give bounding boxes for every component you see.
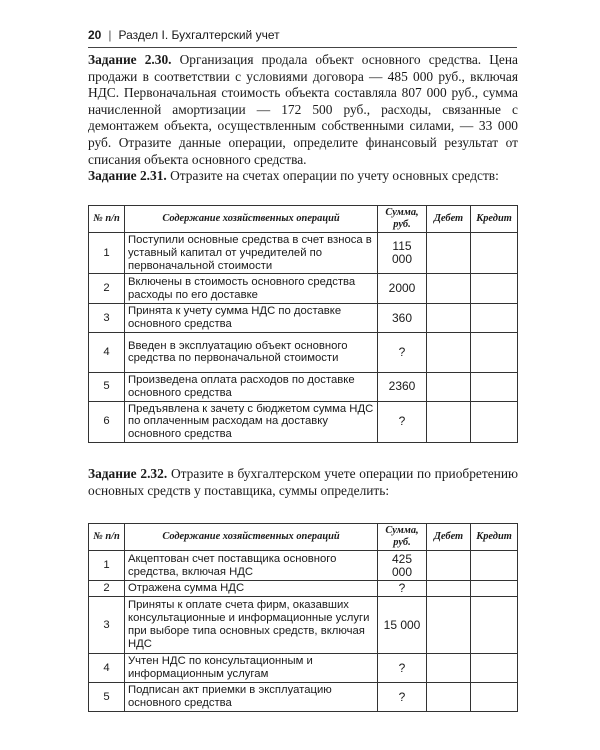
header-content: Содержание хозяйственных операций [125,524,378,551]
table-header-row [89,524,518,551]
task-2-31-label: Задание 2.31. [88,168,167,183]
header-debit: Дебет [427,524,471,551]
header-sum: Сумма, руб. [378,206,427,233]
table-row [89,597,518,654]
header-num: № п/п [89,524,125,551]
row-debit [427,654,471,683]
row-num: 1 [89,551,125,581]
table-row [89,372,518,401]
row-num: 6 [89,401,125,442]
row-credit [471,654,518,683]
table-row [89,233,518,274]
row-debit [427,332,471,372]
row-num: 3 [89,597,125,654]
row-desc: Введен в эксплуатацию объект основного средства по первоначальной стоимости [125,332,378,372]
row-desc: Предъявлена к зачету с бюджетом сумма НДС по оплаченным расходам на доставку основного средства [125,401,378,442]
table-row [89,401,518,442]
header-rule [88,47,517,48]
task-2-31-text: Отразите на счетах операции по учету основных средств: [170,168,499,183]
row-num: 2 [89,581,125,597]
header-num: № п/п [89,206,125,233]
row-debit [427,274,471,304]
row-sum: ? [378,683,427,712]
row-num: 5 [89,683,125,712]
row-debit [427,597,471,654]
row-credit [471,551,518,581]
row-desc: Поступили основные средства в счет взноса в уставный капитал от учредителей по первоначальной стоимости [125,233,378,274]
row-debit [427,401,471,442]
row-credit [471,233,518,274]
table-row [89,654,518,683]
operations-table-2 [88,523,518,712]
table-row [89,551,518,581]
row-num: 4 [89,654,125,683]
row-credit [471,274,518,304]
row-sum: ? [378,401,427,442]
table-header-row [89,206,518,233]
header-separator: | [108,28,112,42]
header-credit: Кредит [471,206,518,233]
row-sum: ? [378,332,427,372]
row-credit [471,401,518,442]
row-desc: Произведена оплата расходов по доставке основного средства [125,372,378,401]
row-sum: 2360 [378,372,427,401]
row-credit [471,597,518,654]
row-desc: Включены в стоимость основного средства расходы по его доставке [125,274,378,304]
row-credit [471,372,518,401]
row-sum: ? [378,581,427,597]
row-debit [427,304,471,333]
task-2-30 [88,52,518,168]
task-2-31 [88,168,518,185]
row-credit [471,581,518,597]
row-sum: ? [378,654,427,683]
task-2-32-text: Отразите в бухгалтерском учете операции по приобретению основных средств у поставщика, суммы определить: [88,466,518,498]
row-debit [427,372,471,401]
row-debit [427,551,471,581]
row-desc: Приняты к оплате счета фирм, оказавших консультационные и информационные услуги при выборе типа основных средств, включая НДС [125,597,378,654]
section-title: Раздел I. Бухгалтерский учет [118,28,280,42]
task-2-32-label: Задание 2.32. [88,466,168,481]
row-sum: 2000 [378,274,427,304]
row-credit [471,332,518,372]
page-number: 20 [88,28,102,42]
row-sum: 115 000 [378,233,427,274]
task-2-32 [88,466,518,499]
row-num: 1 [89,233,125,274]
table-row [89,332,518,372]
row-num: 3 [89,304,125,333]
task-2-30-label: Задание 2.30. [88,52,172,67]
header-content: Содержание хозяйственных операций [125,206,378,233]
row-desc: Отражена сумма НДС [125,581,378,597]
row-num: 4 [89,332,125,372]
operations-table-1 [88,205,518,443]
running-header [88,28,528,46]
row-desc: Акцептован счет поставщика основного средства, включая НДС [125,551,378,581]
row-num: 5 [89,372,125,401]
header-credit: Кредит [471,524,518,551]
task-2-30-text: Организация продала объект основного средства. Цена продажи в соответствии с условиями договора — 485 000 руб., включая НДС. Первоначальная стоимость объекта составляла 807 000 руб., сумма начисленной амортизации — 172 500 руб., расходы, связанные с демонтажем объекта, осуществленным собственными силами, — 33 000 руб. Отразите данные операции, определите финансовый результат от списания объекта основного средства. [88,52,518,167]
header-sum: Сумма, руб. [378,524,427,551]
table-row [89,304,518,333]
row-num: 2 [89,274,125,304]
row-sum: 360 [378,304,427,333]
row-desc: Подписан акт приемки в эксплуатацию основного средства [125,683,378,712]
row-credit [471,683,518,712]
row-debit [427,581,471,597]
table-row [89,274,518,304]
row-sum: 15 000 [378,597,427,654]
row-debit [427,233,471,274]
row-desc: Учтен НДС по консультационным и информационным услугам [125,654,378,683]
table-row [89,683,518,712]
row-sum: 425 000 [378,551,427,581]
table-row [89,581,518,597]
row-credit [471,304,518,333]
row-desc: Принята к учету сумма НДС по доставке основного средства [125,304,378,333]
header-debit: Дебет [427,206,471,233]
row-debit [427,683,471,712]
